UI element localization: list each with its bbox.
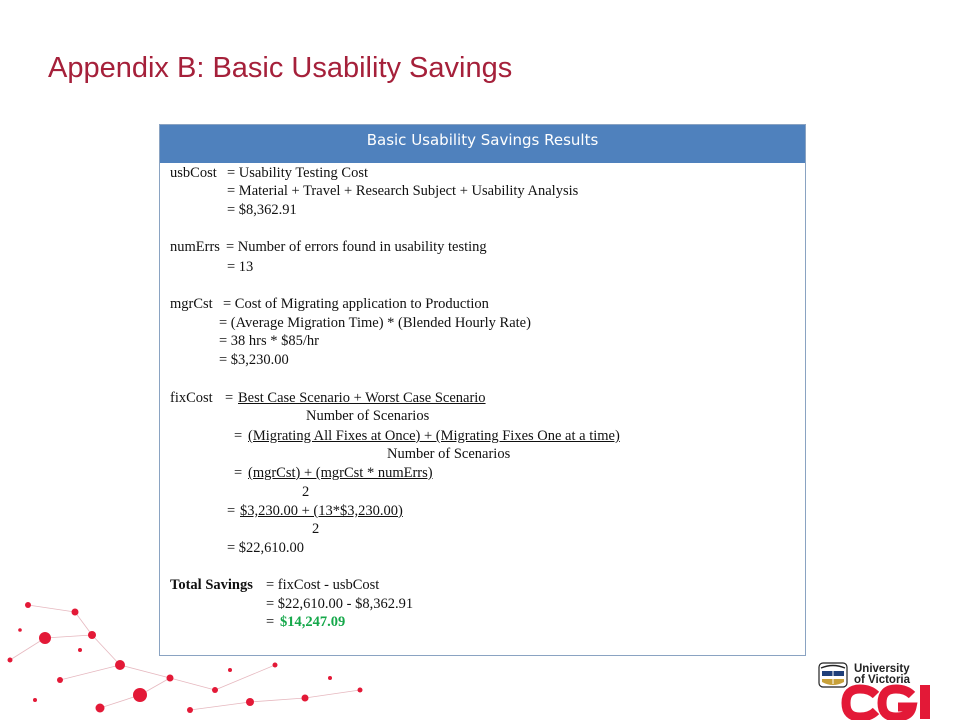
usbcost-line-2: = Material + Travel + Research Subject + Usability Analysis: [227, 183, 579, 199]
panel-header: Basic Usability Savings Results: [160, 125, 805, 163]
mgrcst-line-3: = 38 hrs * $85/hr: [219, 333, 320, 349]
total-savings-line-2: = $22,610.00 - $8,362.91: [266, 596, 414, 612]
fixcost-label: fixCost: [170, 390, 213, 406]
uvic-name-line-1: University: [854, 663, 910, 675]
fixcost-fraction-3-denominator: 2: [302, 484, 310, 500]
total-savings-label: Total Savings: [170, 577, 253, 593]
fixcost-fraction-1-denominator: Number of Scenarios: [306, 408, 430, 424]
decorative-dots-network: [0, 590, 380, 720]
fixcost-fraction-4-numerator: $3,230.00 + (13*$3,230.00): [240, 503, 403, 519]
numerrs-label: numErrs: [170, 239, 220, 255]
total-savings-result: $14,247.09: [280, 614, 346, 630]
mgrcst-label: mgrCst: [170, 296, 213, 312]
fixcost-eq-2: =: [234, 428, 243, 444]
fixcost-eq-4: =: [227, 503, 236, 519]
mgrcst-line-2: = (Average Migration Time) * (Blended Hourly Rate): [219, 315, 531, 331]
numerrs-line-2: = 13: [227, 259, 254, 275]
fixcost-result: = $22,610.00: [227, 540, 305, 556]
fixcost-fraction-2-numerator: (Migrating All Fixes at Once) + (Migrating Fixes One at a time): [248, 428, 620, 444]
total-savings-line-1: = fixCost - usbCost: [266, 577, 380, 593]
usbcost-line-3: = $8,362.91: [227, 202, 297, 218]
cgi-logo: [840, 683, 940, 720]
mgrcst-line-1: = Cost of Migrating application to Production: [223, 296, 489, 312]
numerrs-line-1: = Number of errors found in usability testing: [226, 239, 487, 255]
fixcost-fraction-1-numerator: Best Case Scenario + Worst Case Scenario: [238, 390, 486, 406]
usbcost-label: usbCost: [170, 165, 217, 181]
fixcost-fraction-3-numerator: (mgrCst) + (mgrCst * numErrs): [248, 465, 433, 481]
slide-title: Appendix B: Basic Usability Savings: [48, 52, 513, 84]
usbcost-line-1: = Usability Testing Cost: [227, 165, 369, 181]
fixcost-fraction-2-denominator: Number of Scenarios: [387, 446, 511, 462]
cgi-logo-icon: [840, 683, 940, 720]
fixcost-eq-1: =: [225, 390, 234, 406]
total-savings-eq: =: [266, 614, 275, 630]
uvic-name-line-2: of Victoria: [854, 674, 911, 686]
fixcost-fraction-4-denominator: 2: [312, 521, 320, 537]
mgrcst-line-4: = $3,230.00: [219, 352, 289, 368]
savings-results-panel: [159, 124, 806, 656]
fixcost-eq-3: =: [234, 465, 243, 481]
